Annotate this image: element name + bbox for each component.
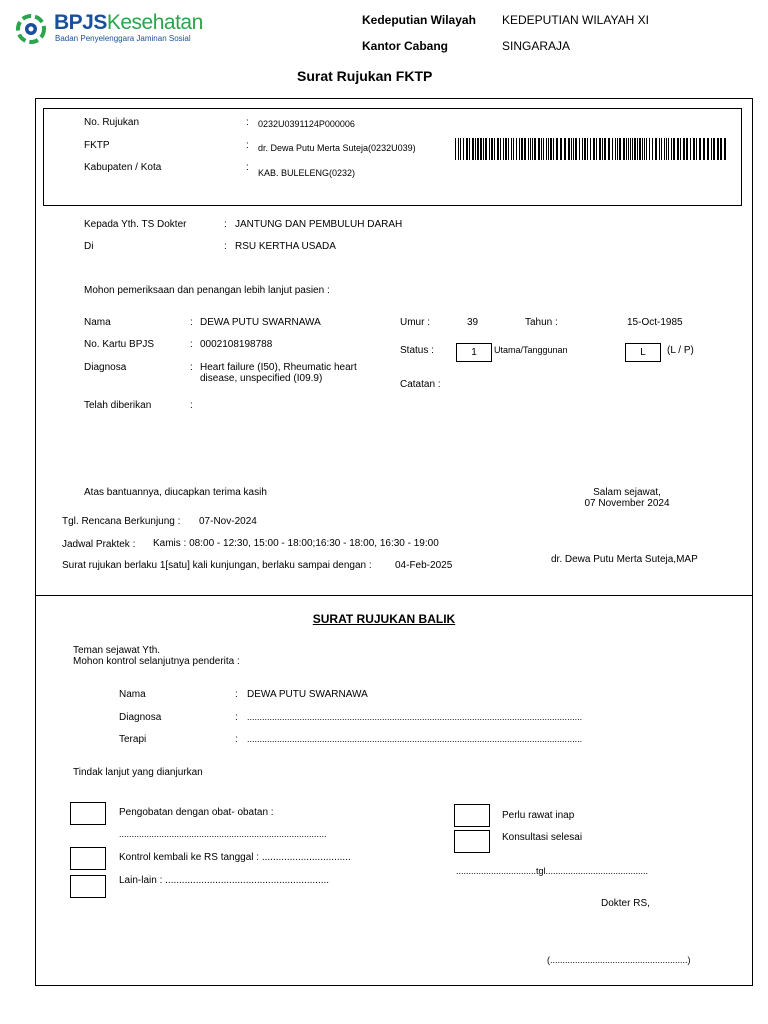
kepada-label: Kepada Yth. TS Dokter: [84, 219, 187, 230]
balik-diagnosa-dots: ......................................................................................................................................: [247, 712, 583, 722]
checkbox-rawat-inap[interactable]: [454, 804, 490, 827]
status-desc: Utama/Tanggunan: [494, 345, 568, 355]
colon: :: [235, 689, 238, 700]
colon: :: [190, 317, 193, 328]
kabupaten-label: Kabupaten / Kota: [84, 162, 162, 173]
bpjs-logo-icon: [16, 14, 46, 44]
diagnosa-line1: Heart failure (I50), Rheumatic heart: [200, 362, 357, 373]
berlaku-label: Surat rujukan berlaku 1[satu] kali kunjungan, berlaku sampai dengan :: [62, 560, 372, 571]
balik-nama-value: DEWA PUTU SWARNAWA: [247, 689, 368, 700]
greeting-line1: Teman sejawat Yth.: [73, 645, 161, 656]
status-value-box: 1: [456, 343, 492, 362]
tgl-line: ................................tgl.........................................: [456, 866, 649, 876]
greeting-line2: Mohon kontrol selanjutnya penderita :: [73, 656, 240, 667]
section-divider: [35, 595, 752, 596]
dokter-rs-label: Dokter RS,: [601, 898, 650, 909]
checkbox-konsultasi[interactable]: [454, 830, 490, 853]
kartu-label: No. Kartu BPJS: [84, 339, 155, 350]
catatan-label: Catatan :: [400, 379, 441, 390]
kartu-value: 0002108198788: [200, 339, 273, 350]
kantor-value: SINGARAJA: [502, 39, 571, 53]
kabupaten-value: KAB. BULELENG(0232): [258, 168, 356, 178]
kepada-value: JANTUNG DAN PEMBULUH DARAH: [235, 219, 403, 230]
colon: :: [235, 734, 238, 745]
deputi-label: Kedeputian Wilayah: [362, 13, 476, 27]
checkbox-lain[interactable]: [70, 875, 106, 898]
logo-main-text: BPJS: [54, 11, 107, 34]
balik-title: SURAT RUJUKAN BALIK: [312, 612, 456, 626]
rencana-value: 07-Nov-2024: [199, 516, 257, 527]
fktp-value: dr. Dewa Putu Merta Suteja(0232U039): [258, 143, 416, 153]
salam-date: 07 November 2024: [584, 498, 670, 509]
salam-text: Salam sejawat,: [593, 487, 661, 498]
barcode-icon: [455, 138, 729, 160]
opt-obat-label: Pengobatan dengan obat- obatan :: [119, 807, 274, 818]
di-label: Di: [84, 241, 94, 252]
deputi-value: KEDEPUTIAN WILAYAH XI: [502, 13, 649, 27]
dokter-name: dr. Dewa Putu Merta Suteja,MAP: [551, 554, 698, 565]
tindak-label: Tindak lanjut yang dianjurkan: [73, 767, 203, 778]
diagnosa-line2: disease, unspecified (I09.9): [200, 373, 323, 384]
balik-terapi-dots: ......................................................................................................................................: [247, 734, 583, 744]
umur-value: 39: [467, 317, 479, 328]
balik-nama-label: Nama: [119, 689, 146, 700]
di-value: RSU KERTHA USADA: [235, 241, 336, 252]
gender-value-box: L: [625, 343, 661, 362]
kantor-label: Kantor Cabang: [362, 39, 449, 53]
opt-konsul-label: Konsultasi selesai: [502, 832, 583, 843]
signature-line: (.......................................................): [547, 955, 691, 965]
fktp-label: FKTP: [84, 140, 110, 151]
jadwal-value: Kamis : 08:00 - 12:30, 15:00 - 18:00;16:30 - 18:00, 16:30 - 19:00: [153, 538, 439, 549]
tahun-label: Tahun :: [525, 317, 558, 328]
opt-obat-dots: ...................................................................................: [119, 829, 327, 839]
diagnosa-label: Diagnosa: [84, 362, 127, 373]
intro-text: Mohon pemeriksaan dan penangan lebih lanjut pasien :: [84, 285, 330, 296]
status-label: Status :: [400, 345, 434, 356]
jadwal-label: Jadwal Praktek :: [62, 539, 136, 550]
colon: :: [246, 140, 249, 151]
balik-diagnosa-label: Diagnosa: [119, 712, 162, 723]
colon: :: [224, 219, 227, 230]
tahun-value: 15-Oct-1985: [627, 317, 683, 328]
colon: :: [190, 400, 193, 411]
page-title: Surat Rujukan FKTP: [297, 68, 433, 84]
opt-kontrol-label: Kontrol kembali ke RS tanggal : ................................: [119, 852, 351, 863]
opt-lain-label: Lain-lain : ...........................................................: [119, 875, 330, 886]
balik-terapi-label: Terapi: [119, 734, 147, 745]
umur-label: Umur :: [400, 317, 430, 328]
no-rujukan-value: 0232U0391124P000006: [258, 119, 355, 129]
nama-value: DEWA PUTU SWARNAWA: [200, 317, 321, 328]
berlaku-value: 04-Feb-2025: [395, 560, 453, 571]
thanks-text: Atas bantuannya, diucapkan terima kasih: [84, 487, 267, 498]
checkbox-kontrol[interactable]: [70, 847, 106, 870]
colon: :: [190, 339, 193, 350]
checkbox-obat[interactable]: [70, 802, 106, 825]
colon: :: [190, 362, 193, 373]
logo-subtitle: Badan Penyelenggara Jaminan Sosial: [55, 34, 191, 43]
colon: :: [235, 712, 238, 723]
no-rujukan-label: No. Rujukan: [84, 117, 140, 128]
logo-accent-text: Kesehatan: [106, 11, 203, 34]
nama-label: Nama: [84, 317, 111, 328]
colon: :: [224, 241, 227, 252]
colon: :: [246, 162, 249, 173]
rencana-label: Tgl. Rencana Berkunjung :: [62, 516, 181, 527]
telah-label: Telah diberikan: [84, 400, 152, 411]
opt-rawat-label: Perlu rawat inap: [502, 810, 575, 821]
colon: :: [246, 117, 249, 128]
gender-desc: (L / P): [667, 345, 694, 356]
